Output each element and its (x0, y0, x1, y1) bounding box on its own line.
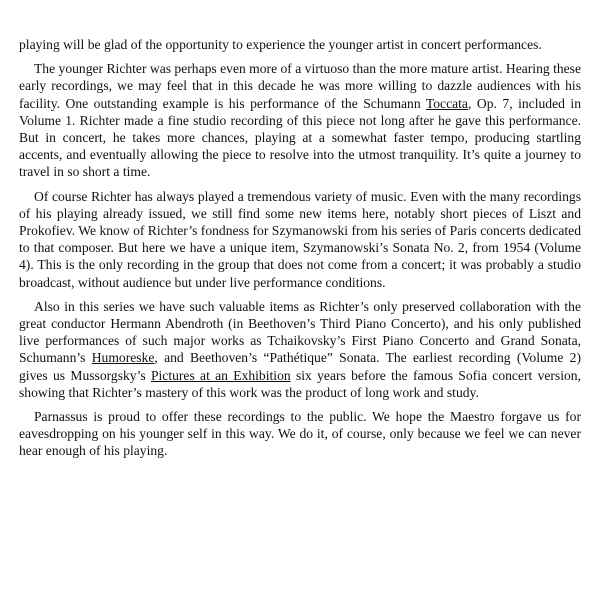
document-page (19, 36, 581, 467)
paragraph-text: six years before the famous Sofia concert version, showing that Richter’s mastery of this work was the product of long work and study. (19, 367, 581, 400)
paragraph-text: , and Beethoven’s “Pathétique” Sonata. The earliest recording (Volume 2) gives us Mussorgsky’s (19, 350, 581, 383)
paragraph-5 (19, 408, 581, 460)
paragraph-2 (19, 60, 581, 180)
paragraph-3 (19, 188, 581, 291)
paragraph-text: Also in this series we have such valuable items as Richter’s only preserved collaboration with the great conductor Hermann Abendroth (in Beethoven’s Third Piano Concerto), and his only published live performances of such major works as Tchaikovsky’s First Piano Concerto and Grand Sonata, Schumann’s (19, 298, 581, 366)
paragraph-text: Parnassus is proud to offer these recordings to the public. We hope the Maestro forgave us for eavesdropping on his younger self in this way. We do it, of course, only because we feel we can never hear enough of his playing. (19, 409, 581, 459)
paragraph-text: , Op. 7, included in Volume 1. Richter made a fine studio recording of this piece not long after he gave this performance. But in concert, he takes more chances, playing at a somewhat faster tempo, producing startling accents, and eventually allowing the piece to resolve into the utmost tranquility. It’s quite a journey to travel in so short a time. (19, 95, 581, 180)
paragraph-text: playing will be glad of the opportunity to experience the younger artist in concert performances. (19, 37, 542, 52)
underlined-title-humoreske: Humoreske (91, 350, 155, 366)
paragraph-4 (19, 298, 581, 401)
paragraph-1 (19, 36, 581, 53)
paragraph-text: The younger Richter was perhaps even more of a virtuoso than the more mature artist. Hearing these early recordings, we may feel that in this decade he was more willing to dazzle audiences with his facility. One outstanding example is his performance of the Schumann (19, 61, 581, 111)
underlined-title-pictures: Pictures at an Exhibition (150, 367, 291, 383)
underlined-title-toccata: Toccata (425, 95, 468, 111)
paragraph-text: Of course Richter has always played a tremendous variety of music. Even with the many recordings of his playing already issued, we still find some new items here, notably short pieces of Liszt and Prokofiev. We know of Richter’s fondness for Szymanowski from his series of Paris concerts dedicated to that composer. But here we have a unique item, Szymanowski’s Sonata No. 2, from 1954 (Volume 4). This is the only recording in the group that does not come from a concert; it was probably a studio broadcast, without audience but under live performance conditions. (19, 188, 581, 290)
